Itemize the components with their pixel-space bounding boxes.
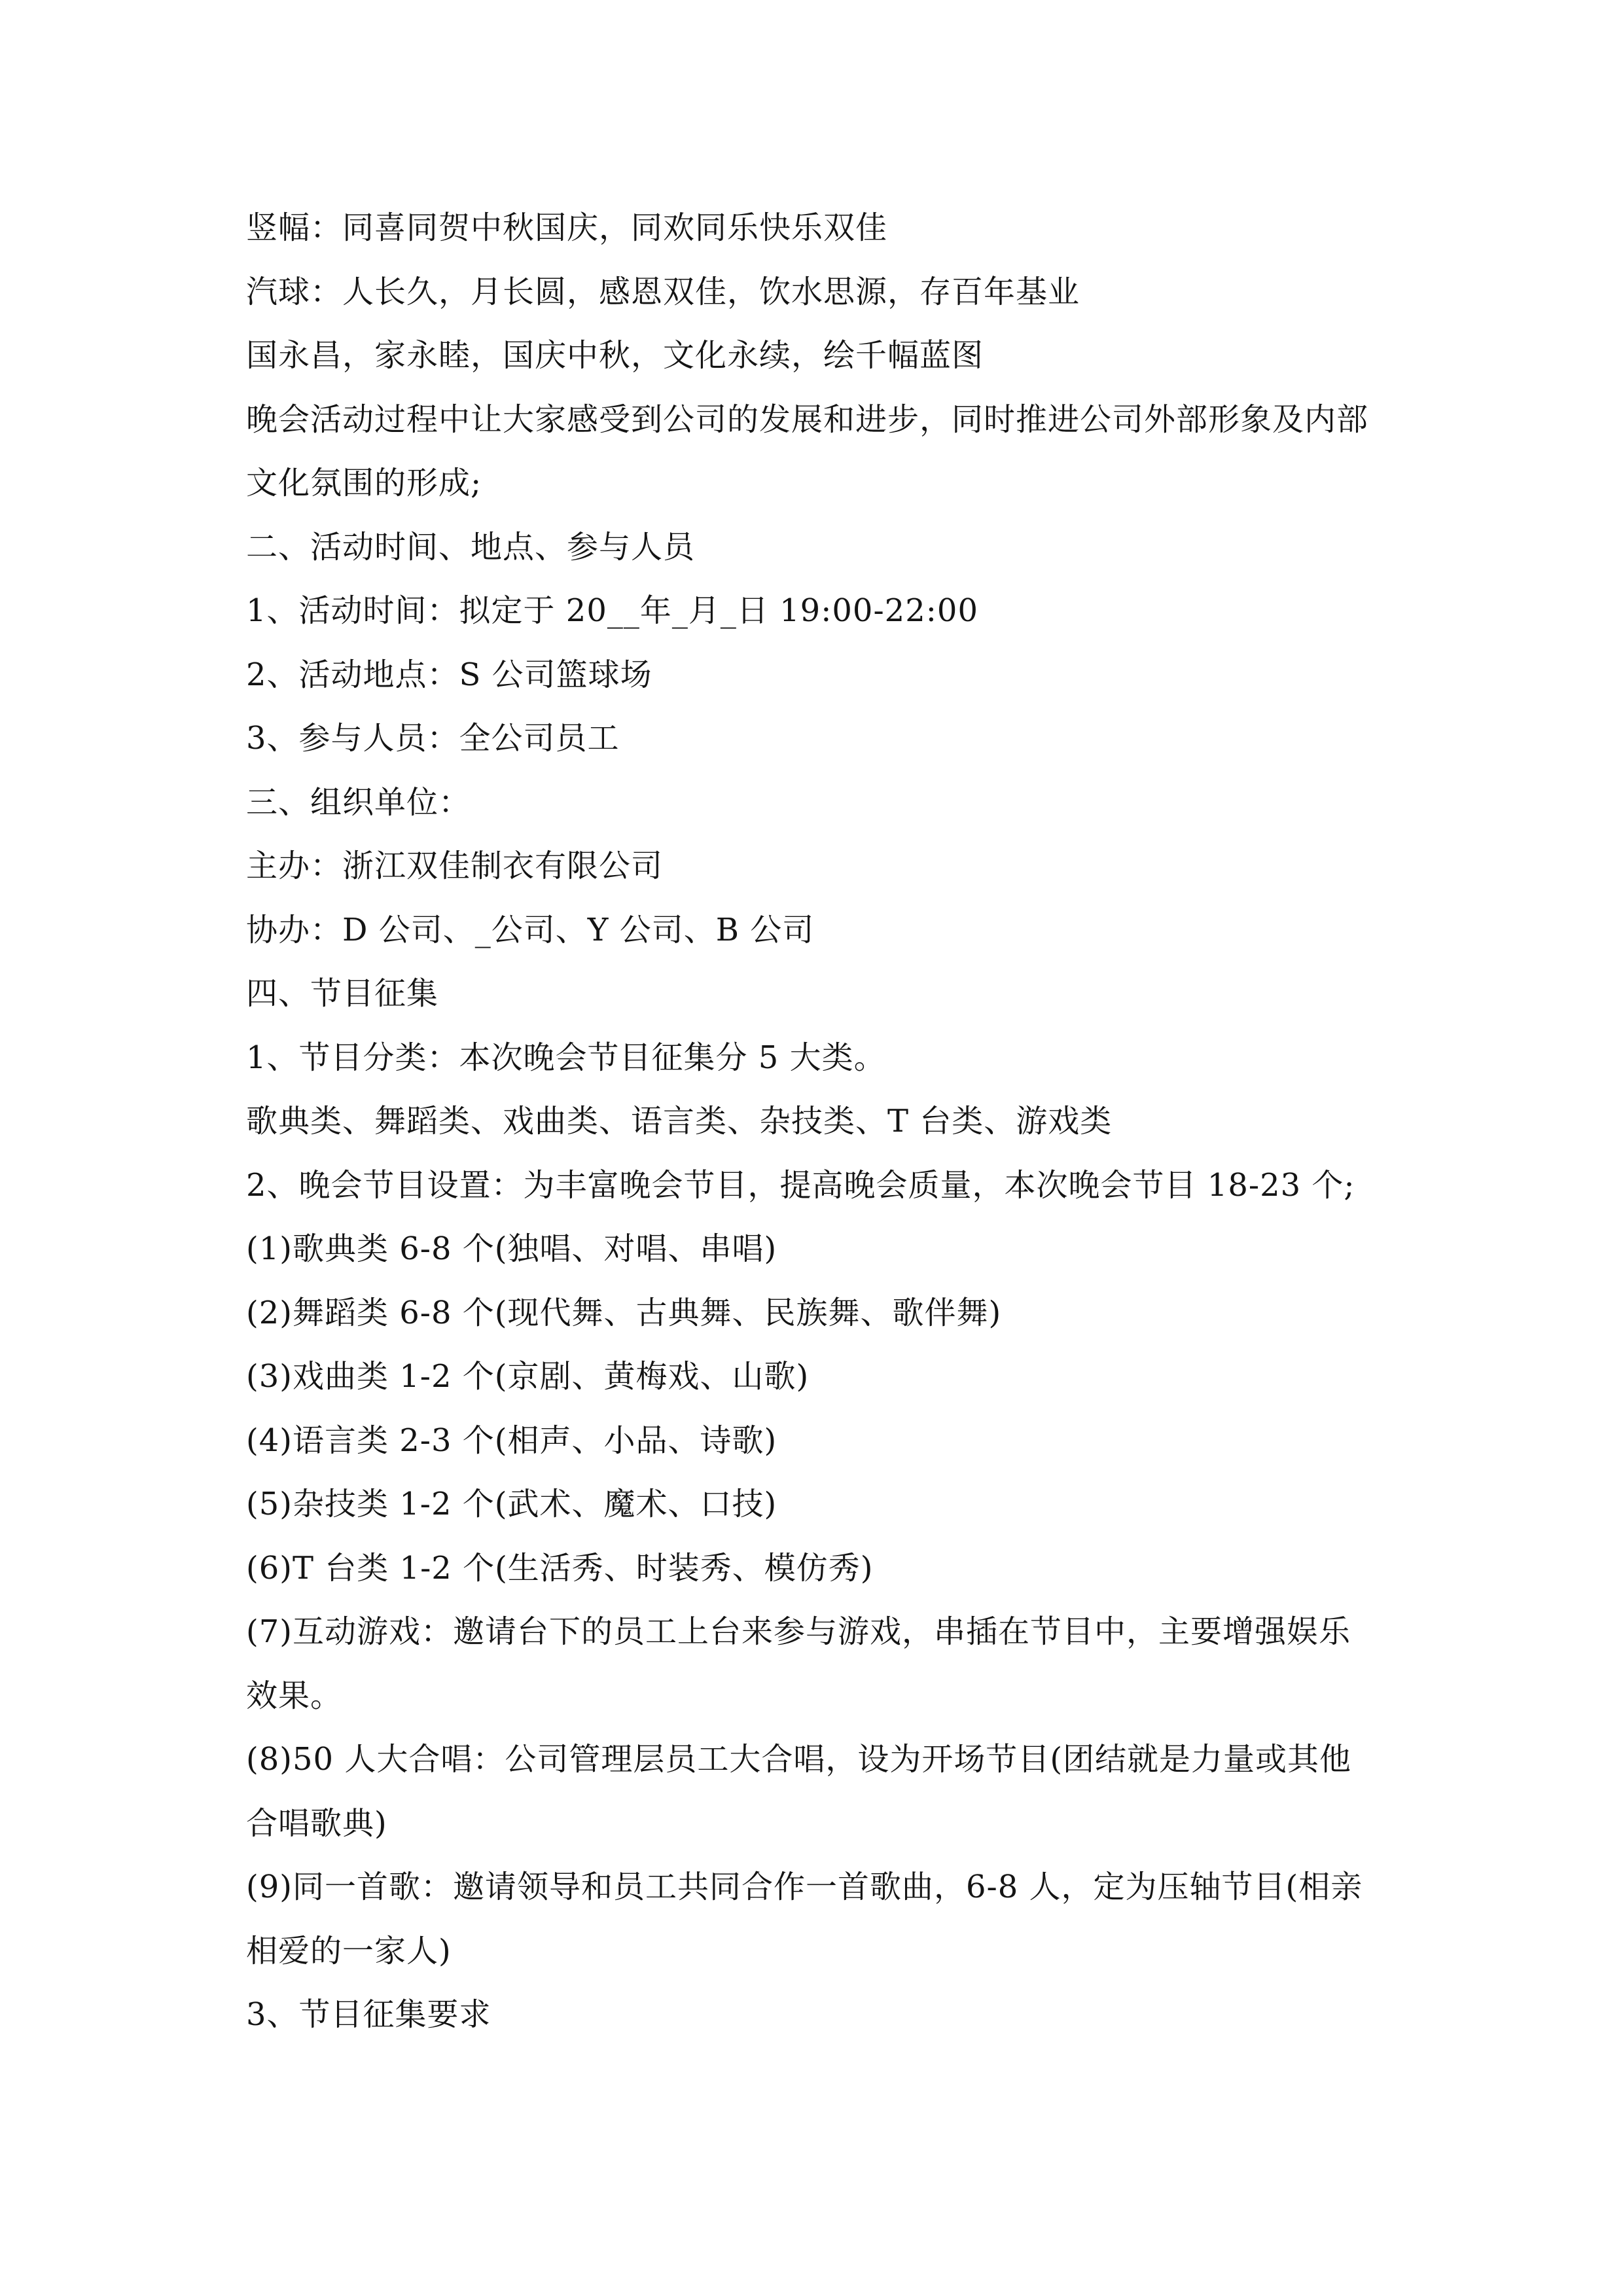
text-line: 1、节目分类：本次晚会节目征集分 5 大类。 (246, 1039, 886, 1076)
text-line: 歌典类、舞蹈类、戏曲类、语言类、杂技类、T 台类、游戏类 (246, 1103, 1113, 1139)
section-heading: 四、节目征集 (246, 975, 439, 1012)
text-line: 汽球：人长久，月长圆，感恩双佳，饮水思源，存百年基业 (246, 273, 1080, 310)
section-heading: 三、组织单位： (246, 783, 471, 821)
list-item: (6)T 台类 1-2 个(生活秀、时装秀、模仿秀) (246, 1549, 874, 1587)
list-item: (3)戏曲类 1-2 个(京剧、黄梅戏、山歌) (246, 1358, 810, 1395)
text-line: 相爱的一家人) (246, 1932, 452, 1969)
list-item: (2)舞蹈类 6-8 个(现代舞、古典舞、民族舞、歌伴舞) (246, 1294, 1002, 1331)
list-item: (4)语言类 2-3 个(相声、小品、诗歌) (246, 1422, 777, 1459)
text-line: 合唱歌典) (246, 1804, 387, 1842)
section-heading: 二、活动时间、地点、参与人员 (246, 528, 696, 565)
list-item: (5)杂技类 1-2 个(武术、魔术、口技) (246, 1486, 777, 1522)
text-line: 主办：浙江双佳制衣有限公司 (246, 848, 664, 884)
text-line: 1、活动时间：拟定于 20__年_月_日 19:00-22:00 (246, 592, 979, 629)
list-item: (8)50 人大合唱：公司管理层员工大合唱，设为开场节目(团结就是力量或其他 (246, 1741, 1352, 1778)
text-line: 竖幅：同喜同贺中秋国庆，同欢同乐快乐双佳 (246, 209, 888, 246)
list-item: (9)同一首歌：邀请领导和员工共同合作一首歌曲，6-8 人，定为压轴节目(相亲 (246, 1869, 1363, 1905)
text-line: 2、晚会节目设置：为丰富晚会节目，提高晚会质量，本次晚会节目 18-23 个; (246, 1166, 1355, 1204)
list-item: (1)歌典类 6-8 个(独唱、对唱、串唱) (246, 1230, 777, 1267)
text-line: 协办：D 公司、_公司、Y 公司、B 公司 (246, 911, 815, 948)
document-body (246, 196, 1385, 2047)
text-line: 国永昌，家永睦，国庆中秋，文化永续，绘千幅蓝图 (246, 337, 984, 374)
text-line: 效果。 (246, 1677, 343, 1714)
text-line: 3、节目征集要求 (246, 1996, 491, 2033)
text-line: 3、参与人员：全公司员工 (246, 720, 620, 757)
text-line: 2、活动地点：S 公司篮球场 (246, 656, 652, 693)
list-item: (7)互动游戏：邀请台下的员工上台来参与游戏，串插在节目中，主要增强娱乐 (246, 1613, 1351, 1650)
text-line: 文化氛围的形成; (246, 465, 482, 501)
text-line: 晚会活动过程中让大家感受到公司的发展和进步，同时推进公司外部形象及内部 (246, 401, 1369, 438)
